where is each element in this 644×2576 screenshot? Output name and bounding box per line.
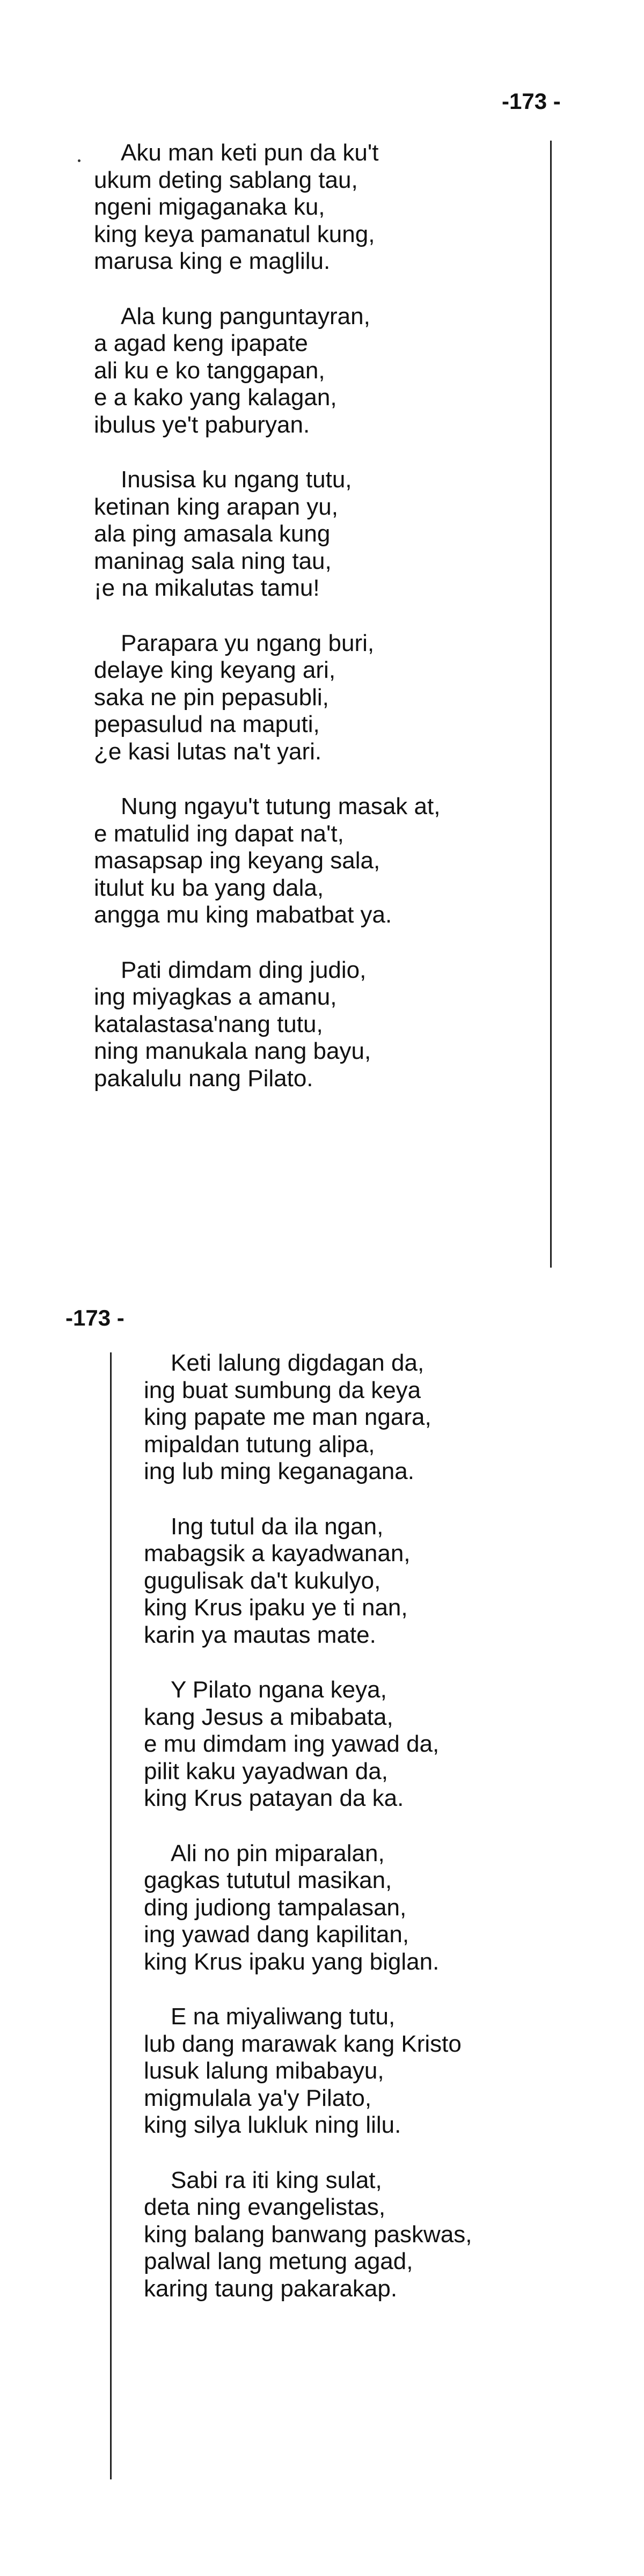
- stanza: [144, 2003, 584, 2139]
- verse-line: king Krus patayan da ka.: [144, 1785, 404, 1811]
- verse-line: masapsap ing keyang sala,: [94, 847, 380, 874]
- verse-line: gugulisak da't kukulyo,: [144, 1567, 381, 1594]
- vertical-rule-top: [550, 141, 552, 1268]
- stanza: [94, 303, 539, 439]
- verse-line: gagkas tututul masikan,: [144, 1867, 392, 1893]
- verse-line: king keya pamanatul kung,: [94, 221, 375, 247]
- verse-line: e a kako yang kalagan,: [94, 384, 337, 411]
- verse-line: ukum deting sablang tau,: [94, 166, 358, 193]
- verse-line: ing buat sumbung da keya: [144, 1377, 421, 1403]
- verse-line: angga mu king mabatbat ya.: [94, 902, 392, 928]
- verse-line: king papate me man ngara,: [144, 1404, 431, 1430]
- verse-line: king Krus ipaku ye ti nan,: [144, 1594, 408, 1621]
- poem-column-bottom: [144, 1350, 584, 2330]
- verse-line: king silya lukluk ning lilu.: [144, 2112, 401, 2138]
- stanza: [94, 140, 539, 275]
- page-number-bottom: -173 -: [65, 1305, 125, 1330]
- verse-line: palwal lang metung agad,: [144, 2248, 413, 2274]
- verse-line: karin ya mautas mate.: [144, 1621, 376, 1648]
- verse-line: ding judiong tampalasan,: [144, 1894, 407, 1921]
- stanza: [94, 793, 539, 929]
- verse-line: lub dang marawak kang Kristo: [144, 2030, 462, 2057]
- verse-line: ¡e na mikalutas tamu!: [94, 575, 320, 601]
- verse-line: ¿e kasi lutas na't yari.: [94, 738, 322, 765]
- stanza: [144, 2167, 584, 2303]
- verse-line: pakalulu nang Pilato.: [94, 1065, 313, 1092]
- vertical-rule-bottom: [110, 1352, 112, 2479]
- verse-line: e mu dimdam ing yawad da,: [144, 1731, 440, 1757]
- verse-line: ali ku e ko tanggapan,: [94, 357, 325, 384]
- verse-line: a agad keng ipapate: [94, 330, 308, 356]
- stanza: [144, 1350, 584, 1485]
- verse-line: kang Jesus a mibabata,: [144, 1703, 393, 1730]
- verse-line: ngeni migaganaka ku,: [94, 194, 325, 220]
- stanza: [94, 466, 539, 602]
- verse-line: Pati dimdam ding judio,: [121, 956, 367, 983]
- verse-line: Ing tutul da ila ngan,: [171, 1513, 384, 1540]
- verse-line: itulut ku ba yang dala,: [94, 874, 324, 901]
- verse-line: ala ping amasala kung: [94, 521, 331, 547]
- verse-line: mabagsik a kayadwanan,: [144, 1540, 411, 1567]
- verse-line: pilit kaku yayadwan da,: [144, 1758, 388, 1784]
- verse-line: E na miyaliwang tutu,: [171, 2003, 396, 2030]
- verse-line: migmulala ya'y Pilato,: [144, 2084, 372, 2111]
- verse-line: ibulus ye't paburyan.: [94, 411, 310, 438]
- verse-line: Aku man keti pun da ku't: [121, 140, 379, 166]
- verse-line: ing yawad dang kapilitan,: [144, 1921, 409, 1948]
- stanza: [94, 630, 539, 766]
- verse-line: Parapara yu ngang buri,: [121, 630, 375, 656]
- verse-line: Keti lalung digdagan da,: [171, 1350, 425, 1376]
- stanza: [94, 957, 539, 1093]
- verse-line: Ala kung panguntayran,: [121, 303, 370, 330]
- stanza: [144, 1513, 584, 1649]
- stanza: [144, 1840, 584, 1976]
- verse-line: delaye king keyang ari,: [94, 657, 336, 683]
- poem-column-top: [94, 140, 539, 1120]
- verse-line: pepasulud na maputi,: [94, 711, 320, 737]
- verse-line: marusa king e maglilu.: [94, 248, 331, 274]
- verse-line: mipaldan tutung alipa,: [144, 1431, 375, 1458]
- page-number-top: -173 -: [502, 89, 561, 114]
- verse-line: king balang banwang paskwas,: [144, 2221, 472, 2248]
- stray-dot-mark: [78, 159, 80, 162]
- verse-line: Sabi ra iti king sulat,: [171, 2167, 382, 2193]
- verse-line: karing taung pakarakap.: [144, 2275, 398, 2302]
- verse-line: lusuk lalung mibabayu,: [144, 2058, 384, 2084]
- stanza: [144, 1677, 584, 1812]
- verse-line: ning manukala nang bayu,: [94, 1038, 371, 1064]
- verse-line: deta ning evangelistas,: [144, 2194, 386, 2220]
- verse-line: Y Pilato ngana keya,: [171, 1677, 387, 1703]
- verse-line: Inusisa ku ngang tutu,: [121, 466, 352, 493]
- verse-line: ketinan king arapan yu,: [94, 493, 338, 520]
- verse-line: Ali no pin miparalan,: [171, 1840, 385, 1867]
- verse-line: king Krus ipaku yang biglan.: [144, 1948, 440, 1975]
- verse-line: saka ne pin pepasubli,: [94, 684, 329, 711]
- verse-line: ing lub ming keganagana.: [144, 1458, 414, 1484]
- verse-line: maninag sala ning tau,: [94, 547, 332, 574]
- verse-line: ing miyagkas a amanu,: [94, 984, 337, 1010]
- verse-line: e matulid ing dapat na't,: [94, 820, 344, 847]
- verse-line: katalastasa'nang tutu,: [94, 1011, 323, 1037]
- verse-line: Nung ngayu't tutung masak at,: [121, 793, 441, 819]
